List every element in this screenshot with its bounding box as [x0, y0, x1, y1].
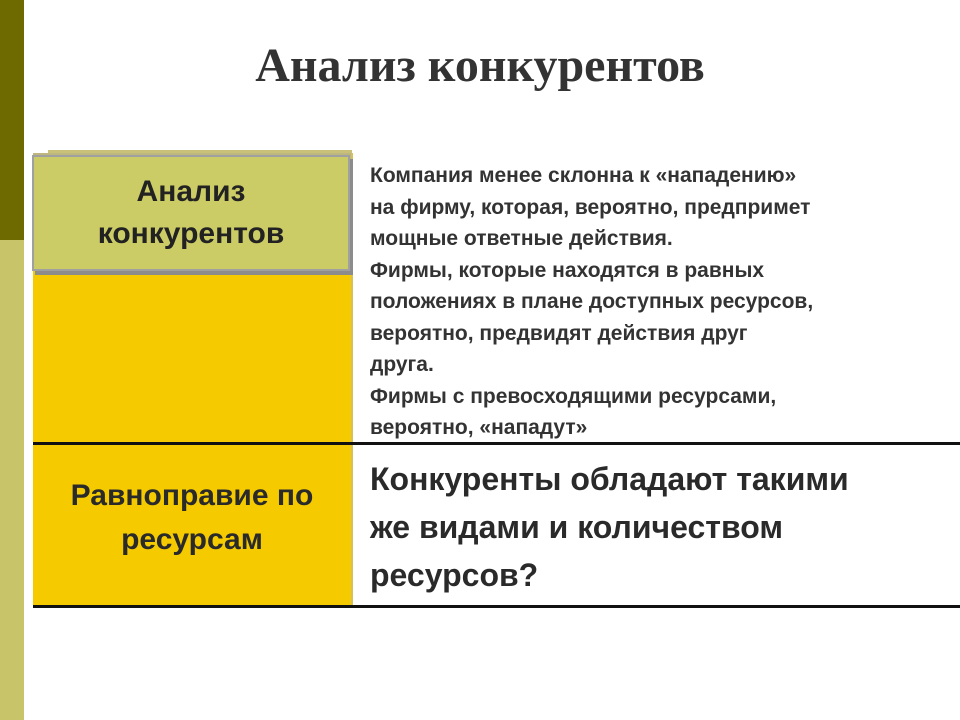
equality-label-line2: ресурсам — [121, 523, 263, 556]
equality-label — [33, 474, 351, 562]
description-line: вероятно, «нападут» — [370, 416, 588, 439]
table-divider-middle — [33, 442, 960, 445]
description-line: Фирмы с превосходящими ресурсами, — [370, 384, 777, 408]
description-text — [370, 160, 950, 444]
description-line: мощные ответные действия. — [370, 227, 673, 250]
description-line: Компания менее склонна к «нападению» — [370, 164, 797, 187]
header-label-box — [32, 155, 350, 271]
slide-title: Анализ конкурентов — [255, 39, 705, 92]
question-line: же видами и количеством — [370, 509, 784, 545]
table-divider-bottom — [33, 605, 960, 608]
equality-label-line1: Равноправие по — [70, 479, 314, 512]
header-label-line2: конкурентов — [97, 217, 285, 250]
description-line: на фирму, которая, вероятно, предпримет — [370, 195, 811, 219]
sidebar-stripe-light — [0, 240, 24, 720]
description-line: друга. — [370, 353, 434, 376]
sidebar-stripe-dark — [0, 0, 24, 240]
question-line: Конкуренты обладают такими — [370, 461, 849, 497]
question-line: ресурсов? — [370, 557, 539, 593]
header-label-line1: Анализ — [136, 175, 246, 208]
question-text — [370, 455, 950, 599]
description-line: вероятно, предвидят действия друг — [370, 321, 748, 345]
description-line: Фирмы, которые находятся в равных — [370, 258, 765, 282]
description-line: положениях в плане доступных ресурсов, — [370, 290, 814, 313]
column-divider — [351, 153, 353, 607]
